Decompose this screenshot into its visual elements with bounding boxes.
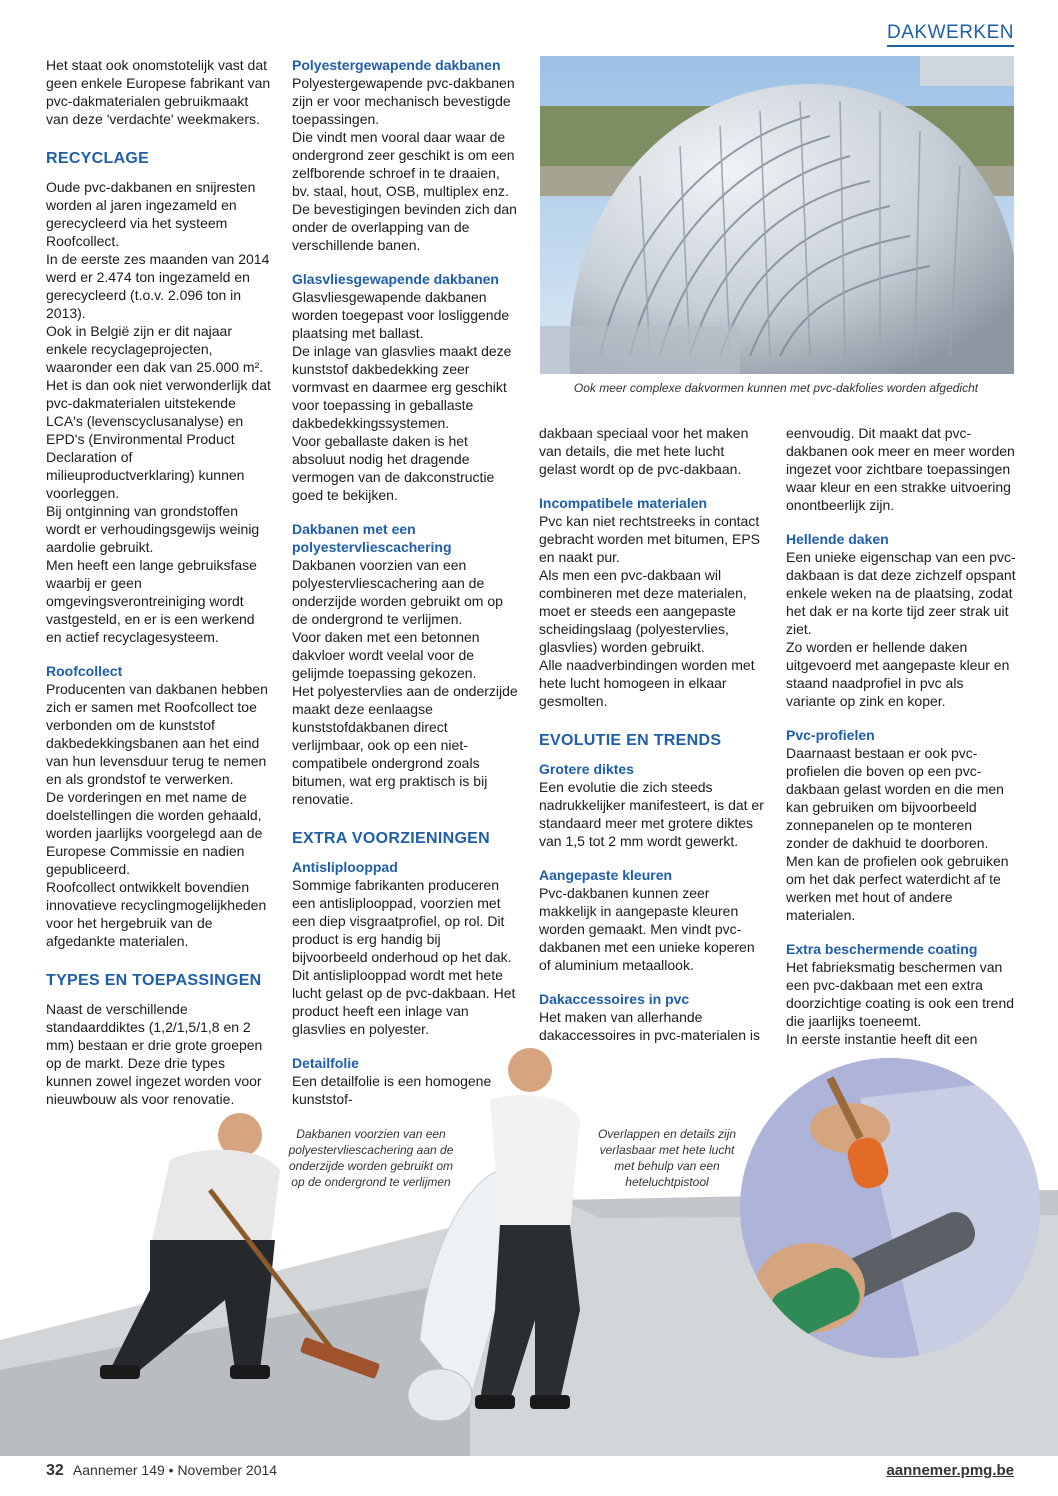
paragraph: Zo worden er hellende daken uitgevoerd met aangepaste kleur en staand naadprofiel in pvc als variante op zink en koper. xyxy=(786,639,1010,709)
paragraph: De inlage van glasvlies maakt deze kunststof dakbedekking zeer vormvast en daarmee erg geschikt voor toepassing in geballaste dakbedekkingssystemen. xyxy=(292,343,512,431)
footer-url-link[interactable]: aannemer.pmg.be xyxy=(886,1462,1014,1479)
welding-inset xyxy=(740,1058,1040,1358)
paragraph: Het maken van allerhande dakaccessoires in pvc-materialen is xyxy=(539,1009,760,1043)
subheading-polyester: Polyestergewapende dakbanen xyxy=(292,57,501,73)
paragraph: Het staat ook onomstotelijk vast dat geen enkele Europese fabrikant van pvc-dakmaterialen gebruikmaakt van deze 'verdachte' weekmakers. xyxy=(46,57,271,127)
paragraph: Men heeft een lange gebruiksfase waarbij er geen omgevingsverontreiniging wordt vastgesteld, en er is een werkend en actief recyclagesysteem. xyxy=(46,557,257,645)
dome-photo xyxy=(540,56,1014,374)
paragraph: Als men een pvc-dakbaan wil combineren met deze materialen, moet er steeds een aangepaste scheidingslaag (polyestervlies, glasvlies) worden gebruikt. xyxy=(539,567,747,655)
dome-illustration xyxy=(540,56,1014,374)
paragraph: eenvoudig. Dit maakt dat pvc-dakbanen ook meer en meer worden ingezet voor zichtbare toepassingen waar kleur en een strakke uitvoering onontbeerlijk zijn. xyxy=(786,425,1015,513)
paragraph: Men kan de profielen ook gebruiken om het dak perfect waterdicht af te werken met hout of andere materialen. xyxy=(786,853,1009,923)
subheading-accessoires: Dakaccessoires in pvc xyxy=(539,991,690,1007)
heading-evolutie: EVOLUTIE EN TRENDS xyxy=(539,732,722,749)
subheading-coating: Extra beschermende coating xyxy=(786,941,978,957)
subheading-hellend: Hellende daken xyxy=(786,531,889,547)
paragraph: Het is dan ook niet verwonderlijk dat pvc-dakmaterialen uitstekende LCA's (levenscyclusanalyse) en EPD's (Environmental Product Declaration of milieuproductverklaring) kunnen voorleggen. xyxy=(46,377,271,501)
workers-caption: Dakbanen voorzien van een polyestervliescachering aan de onderzijde worden gebruikt om op de ondergrond te verlijmen xyxy=(288,1127,454,1189)
page-number: 32 xyxy=(46,1462,64,1479)
column-3 xyxy=(539,424,765,1044)
paragraph: Producenten van dakbanen hebben zich er samen met Roofcollect toe verbonden om de kunststof dakbedekkingsbanen aan het eind van hun levensduur terug te nemen en als grondstof te verwerken. xyxy=(46,681,268,787)
paragraph: In eerste instantie heeft dit een xyxy=(786,1031,978,1047)
subheading-profielen: Pvc-profielen xyxy=(786,727,875,743)
paragraph: De vorderingen en met name de doelstellingen die worden gehaald, worden jaarlijks voorgelegd aan de Europese Commissie en nadien gepubliceerd. xyxy=(46,789,263,877)
paragraph: Dakbanen voorzien van een polyestervliescachering aan de onderzijde worden gebruikt om op de ondergrond te verlijmen. xyxy=(292,557,503,627)
subheading-diktes: Grotere diktes xyxy=(539,761,634,777)
subheading-cachering: Dakbanen met een polyestervliescachering xyxy=(292,521,452,555)
column-2 xyxy=(292,56,520,1108)
paragraph: Daarnaast bestaan er ook pvc-profielen die boven op een pvc-dakbaan gelast worden en die men kan gebruiken om bijvoorbeeld zonnepanelen op te monteren zonder de dakhuid te doorboren. xyxy=(786,745,1004,851)
subheading-glasvlies: Glasvliesgewapende dakbanen xyxy=(292,271,499,287)
paragraph: Glasvliesgewapende dakbanen worden toegepast voor losliggende plaatsing met ballast. xyxy=(292,289,510,341)
dome-caption: Ook meer complexe dakvormen kunnen met pvc-dakfolies worden afgedicht xyxy=(573,381,979,395)
paragraph: Oude pvc-dakbanen en snijresten worden al jaren ingezameld en gerecycleerd via het systeem Roofcollect. xyxy=(46,179,256,249)
subheading-detailfolie: Detailfolie xyxy=(292,1055,359,1071)
subheading-antislip: Antisliplooppad xyxy=(292,859,398,875)
paragraph: Het polyestervlies aan de onderzijde maakt deze eenlaagse kunststofdakbanen direct verlijmbaar, ook op een niet-compatibele ondergrond zoals bitumen, wat erg praktisch is bij renovatie. xyxy=(292,683,518,807)
column-4 xyxy=(786,424,1016,1048)
heading-types: TYPES EN TOEPASSINGEN xyxy=(46,972,262,989)
paragraph: dakbaan speciaal voor het maken van details, die met hete lucht gelast wordt op de pvc-dakbaan. xyxy=(539,425,749,477)
paragraph: Een evolutie die zich steeds nadrukkelijker manifesteert, is dat er standaard meer met grotere diktes van 1,5 tot 2 mm wordt gewerkt. xyxy=(539,779,764,849)
paragraph: Polyestergewapende pvc-dakbanen zijn er voor mechanisch bevestigde toepassingen. xyxy=(292,75,515,127)
paragraph: Die vindt men vooral daar waar de ondergrond zeer geschikt is om een zelfborende schroef in te draaien, bv. staal, hout, OSB, multiplex enz. De bevestigingen bevinden zich dan onder de overlapping van de verschillende banen. xyxy=(292,129,517,253)
footer-left xyxy=(46,1462,277,1480)
subheading-incompatibel: Incompatibele materialen xyxy=(539,495,708,511)
welding-illustration xyxy=(740,1058,1040,1358)
heading-extra: EXTRA VOORZIENINGEN xyxy=(292,830,491,847)
paragraph: Een detailfolie is een homogene kunststof- xyxy=(292,1073,492,1107)
paragraph: Voor daken met een betonnen dakvloer wordt veelal voor de gelijmde toepassing gekozen. xyxy=(292,629,480,681)
paragraph: Alle naadverbindingen worden met hete lucht homogeen in elkaar gesmolten. xyxy=(539,657,755,709)
paragraph: Voor geballaste daken is het absoluut nodig het dragende vermogen van de dakconstructie goed te bekijken. xyxy=(292,433,495,503)
paragraph: Ook in België zijn er dit najaar enkele recyclageprojecten, waaronder een dak van 25.000 m². xyxy=(46,323,264,375)
paragraph: Het fabrieksmatig beschermen van een pvc-dakbaan met een extra doorzichtige coating is ook een trend die jaarlijks toeneemt. xyxy=(786,959,1015,1029)
column-1 xyxy=(46,56,272,1108)
subheading-roofcollect: Roofcollect xyxy=(46,663,123,679)
paragraph: Een unieke eigenschap van een pvc-dakbaan is dat deze zichzelf opspant enkele weken na de plaatsing, zodat het dak er na korte tijd zeer strak uit ziet. xyxy=(786,549,1016,637)
paragraph: Roofcollect ontwikkelt bovendien innovatieve recyclingmogelijkheden voor het hergebruik van de afgedankte materialen. xyxy=(46,879,267,949)
section-tag: DAKWERKEN xyxy=(887,22,1014,47)
paragraph: Sommige fabrikanten produceren een antisliplooppad, voorzien met een diep visgraatprofiel, op rol. Dit product is erg handig bij bijvoorbeeld onderhoud op het dak. Dit antisliplooppad wordt met hete lucht gelast op de pvc-dakbaan. Het product heeft een inlage van glasvlies en polyester. xyxy=(292,877,516,1037)
paragraph: Naast de verschillende standaarddiktes (1,2/1,5/1,8 en 2 mm) bestaan er drie grote groepen op de markt. Deze drie types kunnen zowel ingezet worden voor nieuwbouw als voor renovatie. xyxy=(46,1001,263,1107)
heading-recyclage: RECYCLAGE xyxy=(46,150,150,167)
paragraph: Pvc-dakbanen kunnen zeer makkelijk in aangepaste kleuren worden gemaakt. Men vindt pvc-dakbanen met een unieke koperen of aluminium metaallook. xyxy=(539,885,755,973)
paragraph: Bij ontginning van grondstoffen wordt er verhoudingsgewijs weinig aardolie gebruikt. xyxy=(46,503,260,555)
welding-caption: Overlappen en details zijn verlasbaar met hete lucht met behulp van een heteluchtpistool xyxy=(597,1127,737,1189)
paragraph: Pvc kan niet rechtstreeks in contact gebracht worden met bitumen, EPS en naakt pur. xyxy=(539,513,761,565)
issue-info: Aannemer 149 • November 2014 xyxy=(72,1462,278,1478)
paragraph: In de eerste zes maanden van 2014 werd er 2.474 ton ingezameld en gerecycleerd (t.o.v. 2.096 ton in 2013). xyxy=(46,251,270,321)
subheading-kleuren: Aangepaste kleuren xyxy=(539,867,673,883)
